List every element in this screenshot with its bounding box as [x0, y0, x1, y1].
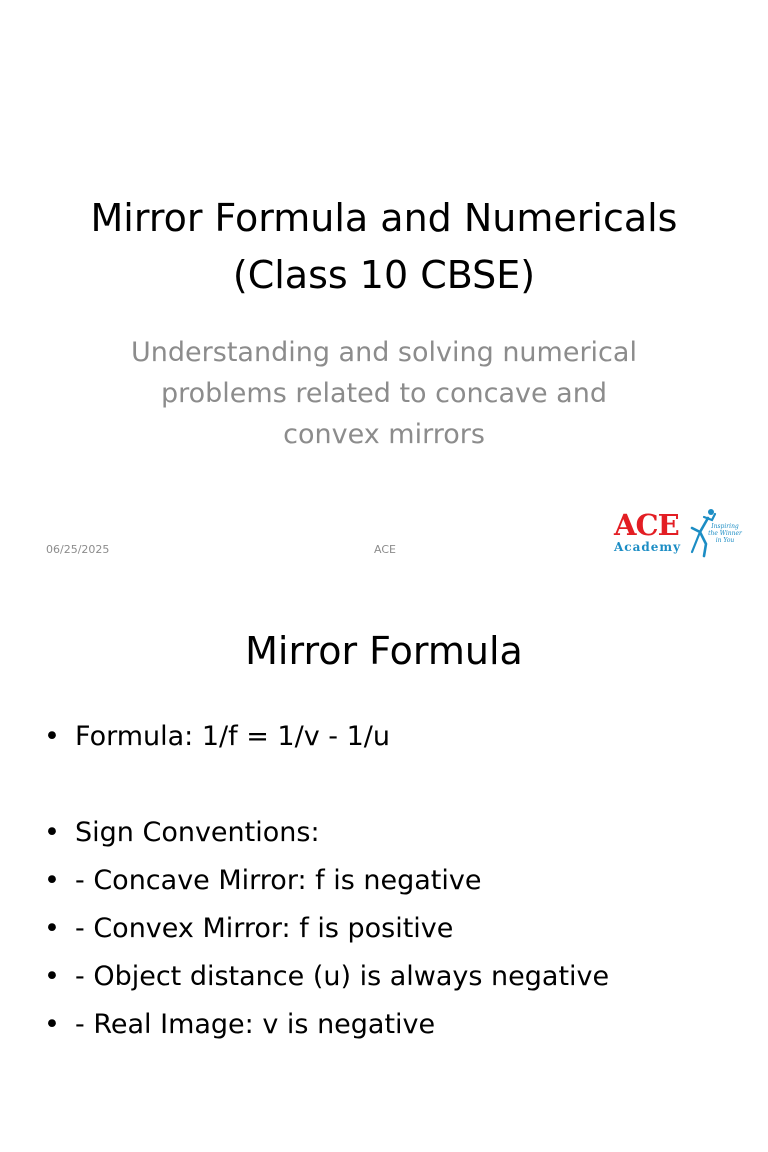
bullet-item	[44, 1001, 744, 1049]
bullet-text: - Object distance (u) is always negative	[75, 961, 610, 992]
slide-subtitle	[80, 332, 688, 455]
bullet-dot-icon: •	[44, 913, 60, 944]
bullet-spacer	[44, 761, 744, 809]
logo-tagline-line-1: Inspiring	[711, 523, 739, 530]
bullet-item	[44, 905, 744, 953]
bullet-item	[44, 953, 744, 1001]
bullet-dot-icon: •	[44, 865, 60, 896]
footer-center-text: ACE	[374, 543, 396, 556]
slide-title-line-1: Mirror Formula and Numericals	[90, 196, 678, 240]
logo-tagline-line-3: in You	[715, 537, 735, 544]
bullet-dot-icon: •	[44, 1009, 60, 1040]
bullet-dot-icon: •	[44, 817, 60, 848]
slide-subtitle-line-3: convex mirrors	[283, 419, 485, 450]
logo-ace-text: ACE	[614, 508, 679, 542]
bullet-dot-icon: •	[44, 721, 60, 752]
bullet-text: - Concave Mirror: f is negative	[75, 865, 482, 896]
bullet-text: - Convex Mirror: f is positive	[75, 913, 454, 944]
bullet-item	[44, 713, 744, 761]
ace-academy-logo	[612, 508, 744, 560]
slide-subtitle-line-2: problems related to concave and	[161, 378, 607, 409]
bullet-item	[44, 857, 744, 905]
bullet-list	[44, 713, 744, 1049]
slide-title	[40, 190, 728, 304]
bullet-item	[44, 809, 744, 857]
bullet-text: - Real Image: v is negative	[75, 1009, 436, 1040]
bullet-text: Sign Conventions:	[75, 817, 320, 848]
logo-tagline	[704, 523, 746, 544]
bullet-dot-icon: •	[44, 961, 60, 992]
bullet-text: Formula: 1/f = 1/v - 1/u	[75, 721, 390, 752]
logo-academy-text: Academy	[614, 540, 682, 554]
footer-date: 06/25/2025	[46, 543, 110, 556]
logo-tagline-line-2: the Winner	[708, 530, 742, 537]
slide-title-line-2: (Class 10 CBSE)	[232, 253, 536, 297]
slide-subtitle-line-1: Understanding and solving numerical	[131, 337, 637, 368]
content-slide-title: Mirror Formula	[245, 629, 523, 673]
